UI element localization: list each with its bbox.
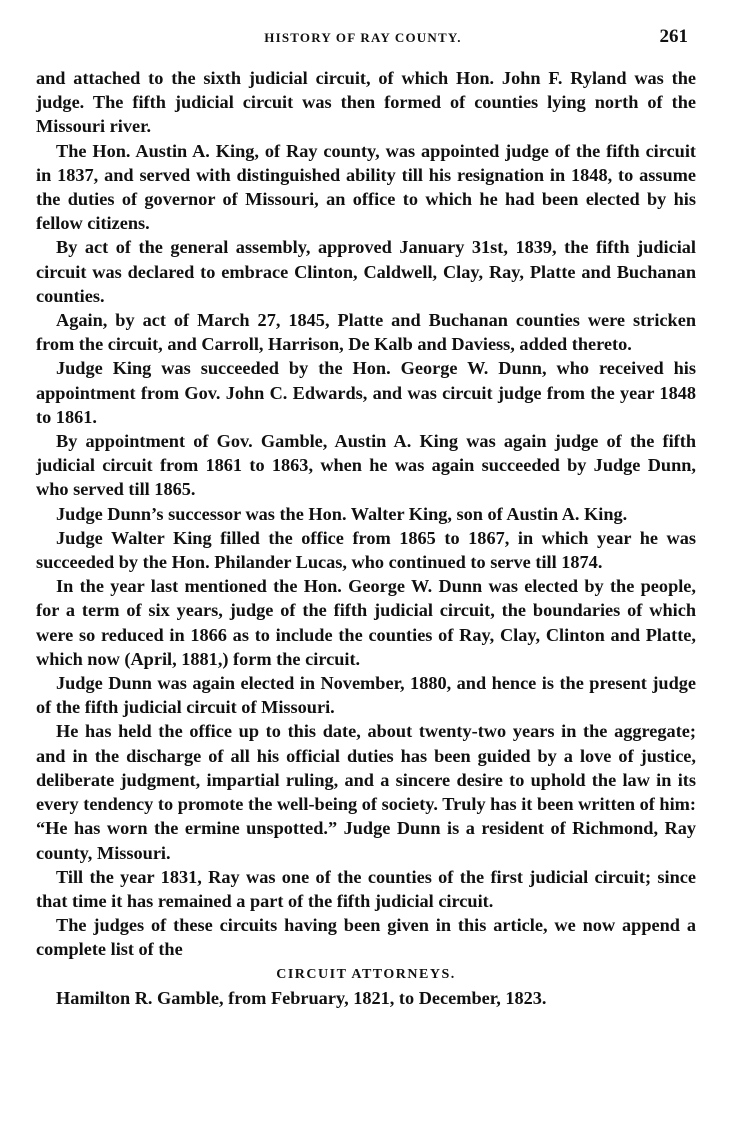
page-number: 261 <box>659 26 688 47</box>
running-head <box>38 26 688 50</box>
section-heading: CIRCUIT ATTORNEYS. <box>276 966 456 982</box>
body-text <box>36 66 696 1010</box>
paragraph: The Hon. Austin A. King, of Ray county, was appointed judge of the fifth circuit in 1837, and served with distinguished ability till his resignation in 1848, to assume the duties of governor of Missouri, an office to which he had been elected by his fellow citizens. <box>36 140 696 234</box>
paragraph: Till the year 1831, Ray was one of the counties of the first judicial circuit; since that time it has remained a part of the fifth judicial circuit. <box>36 866 696 911</box>
paragraph: Judge King was succeeded by the Hon. George W. Dunn, who received his appointment from Gov. John C. Edwards, and was circuit judge from the year 1848 to 1861. <box>36 358 696 427</box>
running-title: HISTORY OF RAY COUNTY. <box>264 30 462 45</box>
paragraph: Again, by act of March 27, 1845, Platte and Buchanan counties were stricken from the circuit, and Carroll, Harrison, De Kalb and Daviess, added thereto. <box>36 310 696 355</box>
paragraph: Judge Dunn’s successor was the Hon. Walter King, son of Austin A. King. <box>56 503 628 524</box>
paragraph: Judge Walter King filled the office from 1865 to 1867, in which year he was succeeded by the Hon. Philander Lucas, who continued to serve till 1874. <box>36 527 696 573</box>
paragraph: In the year last mentioned the Hon. George W. Dunn was elected by the people, for a term of six years, judge of the fifth judicial circuit, the boundaries of which were so reduced in 1866 as to include the counties of Ray, Clay, Clinton and Platte, which now (April, 1881,) form the circuit. <box>36 576 696 669</box>
paragraph: The judges of these circuits having been given in this article, we now append a complete list of the <box>36 915 696 960</box>
paragraph: He has held the office up to this date, about twenty-two years in the aggregate; and in the discharge of all his official duties has been guided by a love of justice, deliberate judgment, impartial ruling, and a sincere desire to uphold the law in its every tendency to promote the well-being of society. Truly has it been written of him: “He has worn the ermine unspotted.” Judge Dunn is a resident of Richmond, Ray county, Missouri. <box>36 721 696 863</box>
list-item: Hamilton R. Gamble, from February, 1821, to December, 1823. <box>56 987 547 1008</box>
paragraph: Judge Dunn was again elected in November, 1880, and hence is the present judge of the fifth judicial circuit of Missouri. <box>36 673 696 718</box>
paragraph: By act of the general assembly, approved January 31st, 1839, the fifth judicial circuit was declared to embrace Clinton, Caldwell, Clay, Ray, Platte and Buchanan counties. <box>36 237 696 306</box>
paragraph: and attached to the sixth judicial circuit, of which Hon. John F. Ryland was the judge. The fifth judicial circuit was then formed of counties lying north of the Missouri river. <box>36 68 696 137</box>
paragraph: By appointment of Gov. Gamble, Austin A. King was again judge of the fifth judicial circuit from 1861 to 1863, when he was again succeeded by Judge Dunn, who served till 1865. <box>36 431 696 500</box>
